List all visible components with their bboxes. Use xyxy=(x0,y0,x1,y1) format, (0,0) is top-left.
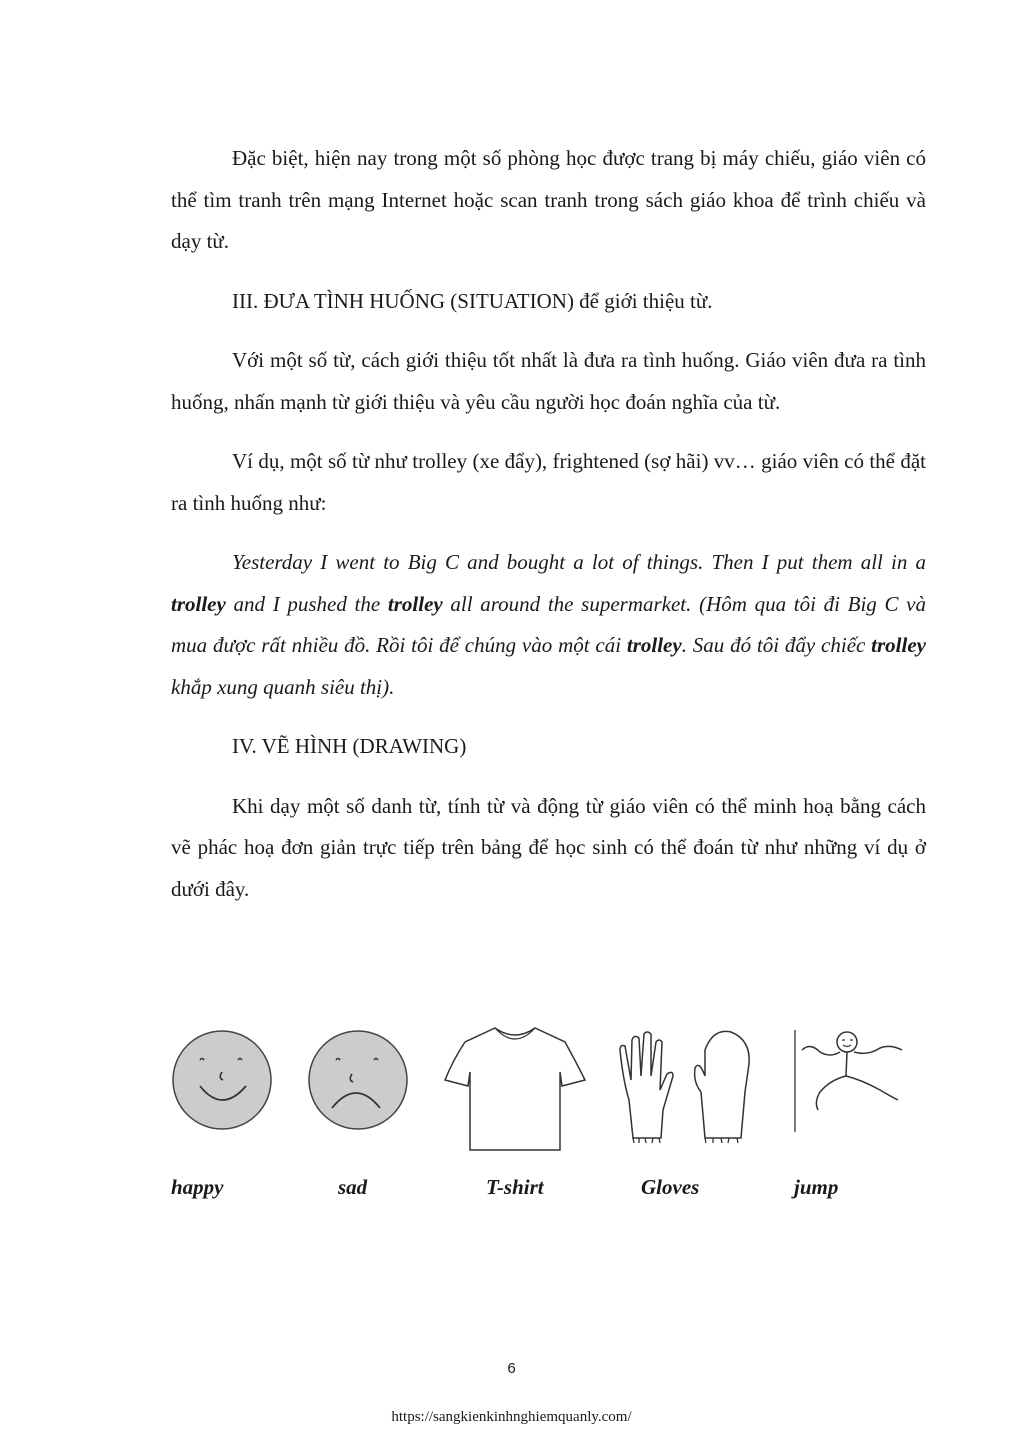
sad-face-icon xyxy=(306,1028,410,1132)
example-keyword: trolley xyxy=(871,633,926,657)
label-sad: sad xyxy=(338,1175,368,1199)
example-text: all around the supermarket. (Hôm qua tôi đi Big C và mua được rất nhiều đồ. Rồi tôi để chúng vào một cái xyxy=(171,591,926,657)
jumping-person-icon xyxy=(790,1020,915,1140)
example-text: and I pushed the xyxy=(225,591,388,616)
label-happy: happy xyxy=(171,1175,224,1199)
label-gloves: Gloves xyxy=(641,1175,700,1199)
paragraph-example xyxy=(171,542,926,708)
label-jump: jump xyxy=(794,1175,839,1199)
example-keyword: trolley xyxy=(387,591,443,616)
heading-situation: III. ĐƯA TÌNH HUỐNG (SITUATION) để giới thiệu từ. xyxy=(232,288,713,313)
t-shirt-icon xyxy=(440,1020,590,1155)
example-text: Yesterday I went to Big C and bought a lot of things. Then I put them all in a xyxy=(232,550,926,574)
paragraph-example-intro: Ví dụ, một số từ như trolley (xe đẩy), frightened (sợ hãi) vv… giáo viên có thể đặt ra tình huống như: xyxy=(171,449,926,515)
happy-face-icon xyxy=(170,1028,274,1132)
drawing-labels xyxy=(0,1175,1023,1207)
footer-url[interactable]: https://sangkienkinhnghiemquanly.com/ xyxy=(391,1409,632,1425)
document-body xyxy=(171,138,926,928)
label-t-shirt: T-shirt xyxy=(486,1175,544,1199)
example-text: . Sau đó tôi đẩy chiếc xyxy=(681,633,872,657)
heading-drawing: IV. VẼ HÌNH (DRAWING) xyxy=(232,734,467,758)
drawing-examples xyxy=(165,1020,925,1150)
gloves-icon xyxy=(615,1020,765,1155)
paragraph-drawing: Khi dạy một số danh từ, tính từ và động từ giáo viên có thể minh hoạ bằng cách vẽ phác hoạ đơn giản trực tiếp trên bảng để học sinh có thể đoán từ như những ví dụ ở dưới đây. xyxy=(171,793,926,901)
example-keyword: trolley xyxy=(171,591,226,616)
example-keyword: trolley xyxy=(626,633,682,657)
paragraph-projector: Đặc biệt, hiện nay trong một số phòng học được trang bị máy chiếu, giáo viên có thể tìm tranh trên mạng Internet hoặc scan tranh trong sách giáo khoa để trình chiếu và dạy từ. xyxy=(171,146,926,253)
paragraph-situation: Với một số từ, cách giới thiệu tốt nhất là đưa ra tình huống. Giáo viên đưa ra tình huống, nhấn mạnh từ giới thiệu và yêu cầu người học đoán nghĩa của từ. xyxy=(171,348,926,414)
example-text: khắp xung quanh siêu thị). xyxy=(171,674,395,699)
page-number: 6 xyxy=(507,1360,516,1377)
